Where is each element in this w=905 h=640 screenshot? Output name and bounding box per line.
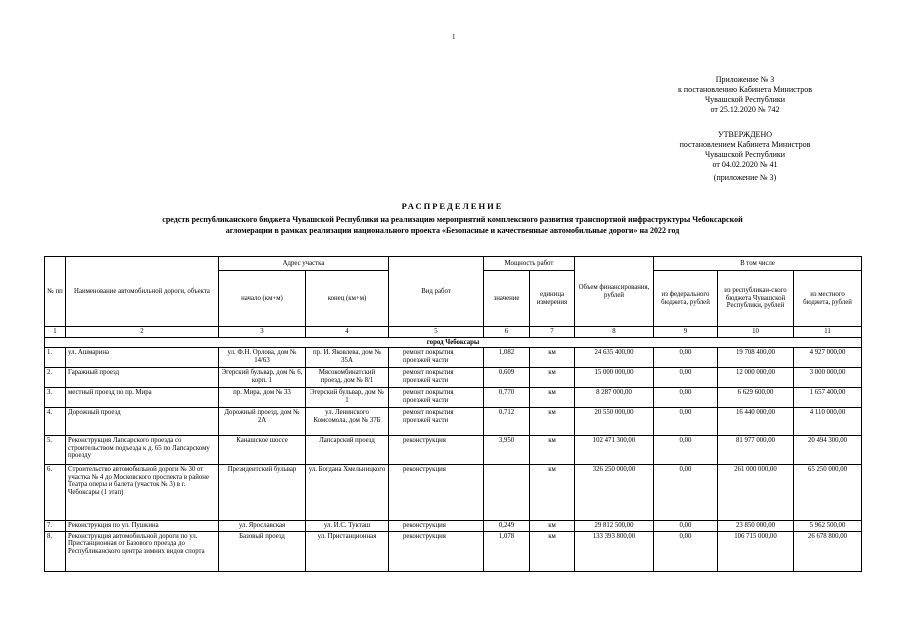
address-start: Эгерский бульвар, дом № 6, корп. 1: [219, 368, 306, 388]
republic-budget: 106 715 000,00: [718, 531, 794, 571]
row-number: 3.: [45, 388, 66, 408]
capacity-value: 0,609: [484, 368, 530, 388]
column-numbers-row: [45, 327, 862, 338]
distribution-table: [44, 256, 862, 572]
capacity-unit: км: [530, 521, 575, 532]
header-incl: В том числе: [654, 257, 862, 271]
column-number: 1: [45, 327, 66, 338]
work-type: реконструкция: [389, 436, 484, 465]
republic-budget: 12 000 000,00: [718, 368, 794, 388]
object-name: Гаражный проезд: [66, 368, 219, 388]
capacity-value: [484, 465, 530, 521]
approved-line: от 04.02.2020 № 41: [712, 160, 778, 169]
address-start: пр. Мира, дом № 33: [219, 388, 306, 408]
capacity-unit: км: [530, 531, 575, 571]
address-start: ул. Ярославская: [219, 521, 306, 532]
capacity-unit: км: [530, 388, 575, 408]
work-type: ремонт покрытия проезжей части: [389, 368, 484, 388]
republic-budget: 16 440 000,00: [718, 408, 794, 436]
financing-volume: 102 471 300,00: [575, 436, 654, 465]
local-budget: 20 494 300,00: [794, 436, 862, 465]
column-number: 9: [654, 327, 718, 338]
row-number: 2.: [45, 368, 66, 388]
local-budget: 1 657 400,00: [794, 388, 862, 408]
object-name: Дорожный проезд: [66, 408, 219, 436]
address-end: Эгерский бульвар, дом № 1: [306, 388, 389, 408]
column-number: 5: [389, 327, 484, 338]
row-number: 8.: [45, 531, 66, 571]
work-type: ремонт покрытия проезжей части: [389, 348, 484, 368]
republic-budget: 6 629 600,00: [718, 388, 794, 408]
header-volume: Объем финансирования, рублей: [575, 257, 654, 327]
object-name: ул. Ашмарина: [66, 348, 219, 368]
capacity-value: 0,770: [484, 388, 530, 408]
financing-volume: 24 635 400,00: [575, 348, 654, 368]
object-name: Реконструкция по ул. Пушкина: [66, 521, 219, 532]
capacity-unit: км: [530, 348, 575, 368]
header-start: начало (км+м): [219, 271, 306, 327]
appendix-line: Приложение № 3: [715, 75, 775, 84]
approved-block: [655, 130, 835, 183]
capacity-value: 0,249: [484, 521, 530, 532]
republic-budget: 261 000 000,00: [718, 465, 794, 521]
table-row: [45, 368, 862, 388]
header-end: конец (км+м): [306, 271, 389, 327]
work-type: ремонт покрытия проезжей части: [389, 408, 484, 436]
address-end: пр. И. Яковлева, дом № 35А: [306, 348, 389, 368]
header-num: № пп: [45, 257, 66, 327]
republic-budget: 19 708 400,00: [718, 348, 794, 368]
work-type: реконструкция: [389, 521, 484, 532]
local-budget: 4 110 000,00: [794, 408, 862, 436]
header-local: из местного бюджета, рублей: [794, 271, 862, 327]
work-type: реконструкция: [389, 465, 484, 521]
work-type: ремонт покрытия проезжей части: [389, 388, 484, 408]
table-row: [45, 388, 862, 408]
column-number: 8: [575, 327, 654, 338]
city-label: город Чебоксары: [45, 337, 862, 348]
capacity-value: 3,950: [484, 436, 530, 465]
local-budget: 3 000 000,00: [794, 368, 862, 388]
financing-volume: 15 000 000,00: [575, 368, 654, 388]
header-federal: из федерального бюджета, рублей: [654, 271, 718, 327]
federal-budget: 0,00: [654, 465, 718, 521]
address-start: Канашское шоссе: [219, 436, 306, 465]
capacity-unit: км: [530, 408, 575, 436]
table-row: [45, 436, 862, 465]
capacity-value: 1,082: [484, 348, 530, 368]
financing-volume: 326 250 000,00: [575, 465, 654, 521]
federal-budget: 0,00: [654, 531, 718, 571]
address-start: Дорожный проезд, дом № 2А: [219, 408, 306, 436]
approved-line: УТВЕРЖДЕНО: [717, 130, 772, 139]
document-subtitle: [0, 214, 905, 236]
address-end: ул. Богдана Хмельницкого: [306, 465, 389, 521]
capacity-unit: км: [530, 436, 575, 465]
address-end: ул. Пристанционная: [306, 531, 389, 571]
page-number: 1: [452, 33, 456, 41]
federal-budget: 0,00: [654, 348, 718, 368]
table-row: [45, 408, 862, 436]
federal-budget: 0,00: [654, 436, 718, 465]
table-row: [45, 531, 862, 571]
capacity-value: 1,078: [484, 531, 530, 571]
appendix-line: к постановлению Кабинета Министров: [677, 85, 813, 94]
appendix-line: Чувашской Республики: [704, 95, 786, 104]
column-number: 10: [718, 327, 794, 338]
financing-volume: 8 287 000,00: [575, 388, 654, 408]
federal-budget: 0,00: [654, 368, 718, 388]
capacity-unit: км: [530, 465, 575, 521]
local-budget: 5 962 500,00: [794, 521, 862, 532]
header-republic: из республикан-ского бюджета Чувашской Республики, рублей: [718, 271, 794, 327]
column-number: 11: [794, 327, 862, 338]
object-name: Реконструкция Лапсарского проезда со строительством подъезда к д. 65 по Лапсарскому проезду: [66, 436, 219, 465]
column-number: 7: [530, 327, 575, 338]
local-budget: 26 678 800,00: [794, 531, 862, 571]
approved-line: (приложение № 3): [713, 173, 777, 182]
appendix-line: от 25.12.2020 № 742: [710, 105, 780, 114]
object-name: местный проезд по пр. Мира: [66, 388, 219, 408]
header-address: Адрес участка: [219, 257, 389, 271]
financing-volume: 29 812 500,00: [575, 521, 654, 532]
capacity-value: 0,712: [484, 408, 530, 436]
row-number: 6.: [45, 465, 66, 521]
header-unit: единица измерения: [530, 271, 575, 327]
column-number: 3: [219, 327, 306, 338]
table-row: [45, 465, 862, 521]
address-start: ул. Ф.Н. Орлова, дом № 14/63: [219, 348, 306, 368]
header-name: Наименование автомобильной дороги, объекта: [66, 257, 219, 327]
work-type: реконструкция: [389, 531, 484, 571]
header-work: Вид работ: [389, 257, 484, 327]
appendix-block: [655, 75, 835, 115]
row-number: 4.: [45, 408, 66, 436]
column-number: 2: [66, 327, 219, 338]
financing-volume: 133 393 800,00: [575, 531, 654, 571]
address-start: Базовый проезд: [219, 531, 306, 571]
table-row: [45, 521, 862, 532]
financing-volume: 20 550 000,00: [575, 408, 654, 436]
object-name: Реконструкция автомобильной дороги по ул. Пристанционная от Базового проезда до Республиканского центра зимних видов спорта: [66, 531, 219, 571]
document-heading: РАСПРЕДЕЛЕНИЕ: [401, 201, 504, 211]
column-number: 4: [306, 327, 389, 338]
approved-line: постановлением Кабинета Министров: [679, 140, 811, 149]
republic-budget: 23 850 000,00: [718, 521, 794, 532]
approved-line: Чувашской Республики: [704, 150, 786, 159]
subtitle-line: агломерации в рамках реализации национального проекта «Безопасные и качественные автомобильные дороги» на 2022 год: [225, 226, 680, 235]
local-budget: 65 250 000,00: [794, 465, 862, 521]
address-end: Мясокомбинатский проезд, дом № 8/1: [306, 368, 389, 388]
address-start: Президентский бульвар: [219, 465, 306, 521]
federal-budget: 0,00: [654, 388, 718, 408]
column-number: 6: [484, 327, 530, 338]
federal-budget: 0,00: [654, 521, 718, 532]
row-number: 5.: [45, 436, 66, 465]
table-row: [45, 348, 862, 368]
header-value: значение: [484, 271, 530, 327]
capacity-unit: км: [530, 368, 575, 388]
row-number: 7.: [45, 521, 66, 532]
local-budget: 4 927 000,00: [794, 348, 862, 368]
row-number: 1.: [45, 348, 66, 368]
subtitle-line: средств республиканского бюджета Чувашской Республики на реализацию мероприятий комплексного развития транспортной инфраструктуры Чебоксарской: [162, 215, 743, 224]
address-end: ул. И.С. Тукташ: [306, 521, 389, 532]
object-name: Строительство автомобильной дороги № 30 от участка № 4 до Московского проспекта в районе Театра оперы и балета (участок № 3) в г. Чебоксары (1 этап): [66, 465, 219, 521]
republic-budget: 81 977 000,00: [718, 436, 794, 465]
header-capacity: Мощность работ: [484, 257, 575, 271]
address-end: ул. Ленинского Комсомола, дом № 37Б: [306, 408, 389, 436]
federal-budget: 0,00: [654, 408, 718, 436]
address-end: Лапсарский проезд: [306, 436, 389, 465]
